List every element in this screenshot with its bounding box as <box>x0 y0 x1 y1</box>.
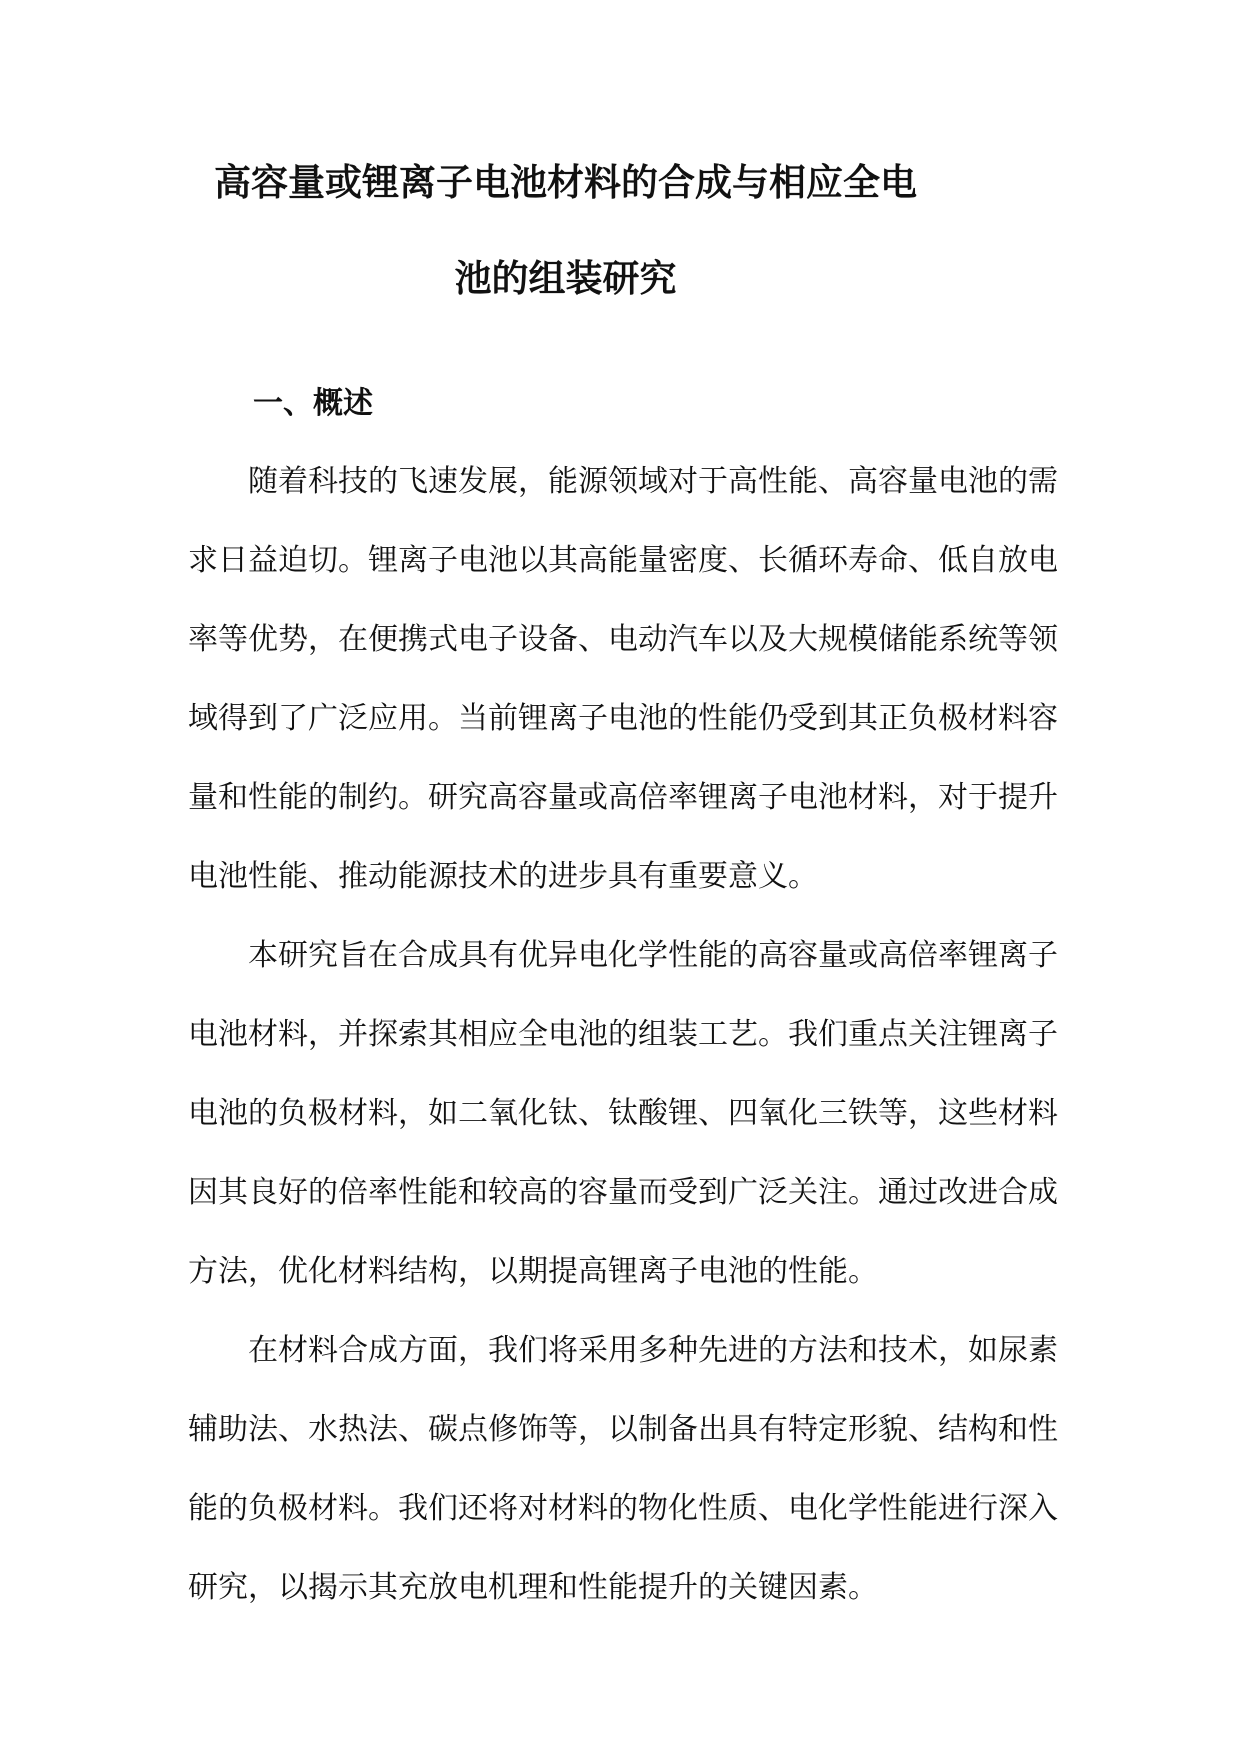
document-title-line-2: 池的组装研究 <box>454 257 677 300</box>
section-heading: 一、概述 <box>253 386 373 421</box>
paragraph-3: 在材料合成方面，我们将采用多种先进的方法和技术，如尿素辅助法、水热法、碳点修饰等，以制备出具有特定形貌、结构和性能的负极材料。我们还将对材料的物化性质、电化学性能进行深入研究，以揭示其充放电机理和性能提升的关键因素。 <box>188 1333 1058 1605</box>
paragraph-1: 随着科技的飞速发展，能源领域对于高性能、高容量电池的需求日益迫切。锂离子电池以其高能量密度、长循环寿命、低自放电率等优势，在便携式电子设备、电动汽车以及大规模储能系统等领域得到了广泛应用。当前锂离子电池的性能仍受到其正负极材料容量和性能的制约。研究高容量或高倍率锂离子电池材料，对于提升电池性能、推动能源技术的进步具有重要意义。 <box>188 464 1058 894</box>
document-title-line-1: 高容量或锂离子电池材料的合成与相应全电 <box>214 161 917 204</box>
paragraph-2: 本研究旨在合成具有优异电化学性能的高容量或高倍率锂离子电池材料，并探索其相应全电池的组装工艺。我们重点关注锂离子电池的负极材料，如二氧化钛、钛酸锂、四氧化三铁等，这些材料因其良好的倍率性能和较高的容量而受到广泛关注。通过改进合成方法，优化材料结构，以期提高锂离子电池的性能。 <box>188 938 1058 1289</box>
